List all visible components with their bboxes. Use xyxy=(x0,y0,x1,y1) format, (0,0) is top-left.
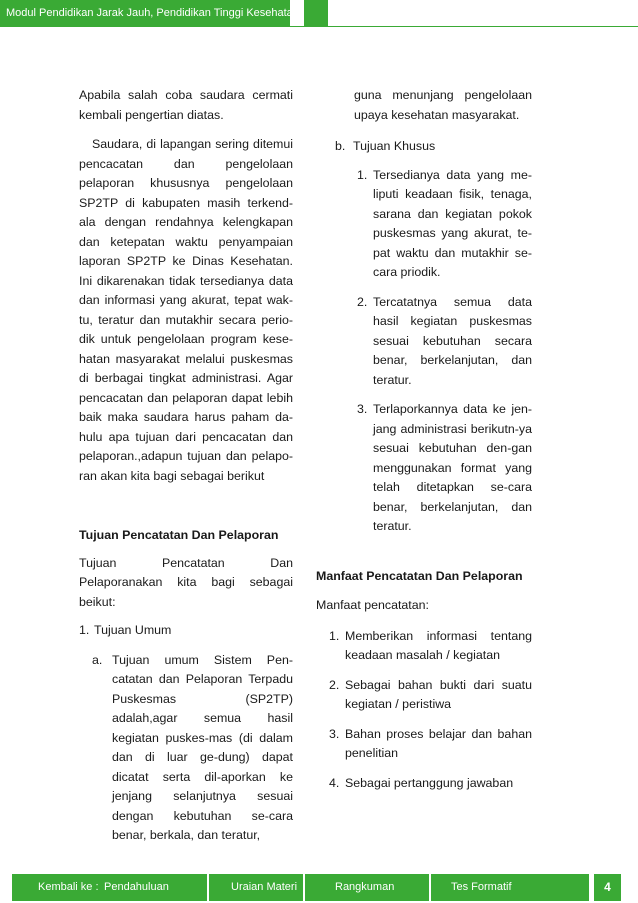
list-text: Terlaporkannya data ke jen-jang administrasi berikutn-ya sesuai kebutuhan den-gan menggunakan format yang telah ditetapkan se-cara benar, berkelanjutan, dan teratur. xyxy=(373,402,532,533)
list-text: Sebagai pertanggung jawaban xyxy=(345,775,514,790)
right-column xyxy=(316,86,532,793)
nav-link-uraian-materi[interactable]: Uraian Materi xyxy=(231,881,298,893)
nav-link-rangkuman[interactable]: Rangkuman xyxy=(335,881,395,893)
module-title: Modul Pendidikan Jarak Jauh, Pendidikan Tinggi Kesehatan xyxy=(6,7,299,19)
list-item xyxy=(316,137,532,157)
list-item xyxy=(79,621,293,641)
list-item xyxy=(316,676,532,715)
list-number: 3. xyxy=(357,402,368,416)
page-number: 4 xyxy=(594,874,621,901)
paragraph: Saudara, di lapangan sering ditemui pencacatan dan pengelolaan pelaporan khususnya pengelolaan SP2TP di kabupaten masih terkend-ala dengan rendahnya kelengkapan dan ketepatan waktu penyampaian laporan SP2TP ke Dinas Kesehatan. Ini dikarenakan tidak tersedianya data dan informasi yang akurat, tepat wak-tu, teratur dan mutakhir secara perio-dik untuk pengelolaan program kese-hatan masyarakat melalui puskesmas di berbagai tingkat administrasi. Agar pencacatan dan pelaporan dapat lebih baik maka saudara harus paham da-hulu apa tujuan dari pencacatan dan pelaporan.,adapun tujuan dan pelapo-ran akan kita bagi sebagai berikut xyxy=(79,137,293,483)
list-number: 2. xyxy=(357,294,368,309)
list-text: Tujuan Umum xyxy=(94,623,172,637)
list-item xyxy=(316,400,532,537)
section-heading: Manfaat Pencatatan Dan Pelaporan xyxy=(316,568,523,583)
list-text: Tersedianya data yang me-liputi keadaan fisik, tenaga, sarana dan kegiatan pokok puskesmas yang akurat, te-pat waktu dan mutakhir se-cara priodik. xyxy=(373,167,532,279)
list-number: 3. xyxy=(329,726,340,741)
paragraph: guna menunjang pengelolaan upaya kesehatan masyarakat. xyxy=(354,88,532,122)
divider xyxy=(207,874,209,901)
left-column xyxy=(79,86,293,846)
list-item xyxy=(316,725,532,764)
list-letter: b. xyxy=(335,139,346,153)
back-label: Kembali ke : xyxy=(38,881,99,893)
list-number: 1. xyxy=(79,623,90,637)
list-item xyxy=(316,293,532,391)
paragraph: Tujuan Pencatatan Dan Pelaporanakan kita bagi sebagai beikut: xyxy=(79,555,293,609)
list-text: Bahan proses belajar dan bahan penelitian xyxy=(345,726,532,760)
list-number: 1. xyxy=(357,167,368,182)
list-text: Tujuan umum Sistem Pen-catatan dan Pelaporan Terpadu Puskesmas (SP2TP) adalah,agar semua hasil kegiatan puskes-mas (di dalam dan di luar ge-dung) dapat dicatat serta dil-aporkan ke jenjang selanjutnya sesuai dengan kebutuhan se-cara benar, berkala, dan teratur, xyxy=(112,652,293,842)
header-rule xyxy=(0,26,638,27)
list-item xyxy=(316,166,532,283)
section-heading: Tujuan Pencatatan Dan Pelaporan xyxy=(79,528,279,542)
paragraph: Manfaat pencatatan: xyxy=(316,598,429,612)
divider xyxy=(429,874,431,901)
footer-nav-bar xyxy=(12,874,589,901)
list-item xyxy=(316,774,532,794)
nav-link-pendahuluan[interactable]: Pendahuluan xyxy=(104,881,169,893)
list-item xyxy=(79,651,293,846)
divider xyxy=(303,874,305,901)
list-number: 4. xyxy=(329,775,340,790)
list-text: Sebagai bahan bukti dari suatu kegiatan / peristiwa xyxy=(345,677,532,711)
list-letter: a. xyxy=(92,652,103,667)
paragraph: Apabila salah coba saudara cermati kembali pengertian diatas. xyxy=(79,88,293,122)
list-text: Tujuan Khusus xyxy=(353,139,436,153)
list-text: Memberikan informasi tentang keadaan masalah / kegiatan xyxy=(345,628,532,662)
list-number: 2. xyxy=(329,677,340,692)
nav-link-tes-formatif[interactable]: Tes Formatif xyxy=(451,881,512,893)
list-number: 1. xyxy=(329,628,340,643)
list-item xyxy=(316,627,532,666)
list-text: Tercatatnya semua data hasil kegiatan puskesmas sesuai kebutuhan secara benar, berkelanjutan, dan teratur. xyxy=(373,294,532,387)
header-tab xyxy=(304,0,328,26)
module-title-bar xyxy=(0,0,299,26)
